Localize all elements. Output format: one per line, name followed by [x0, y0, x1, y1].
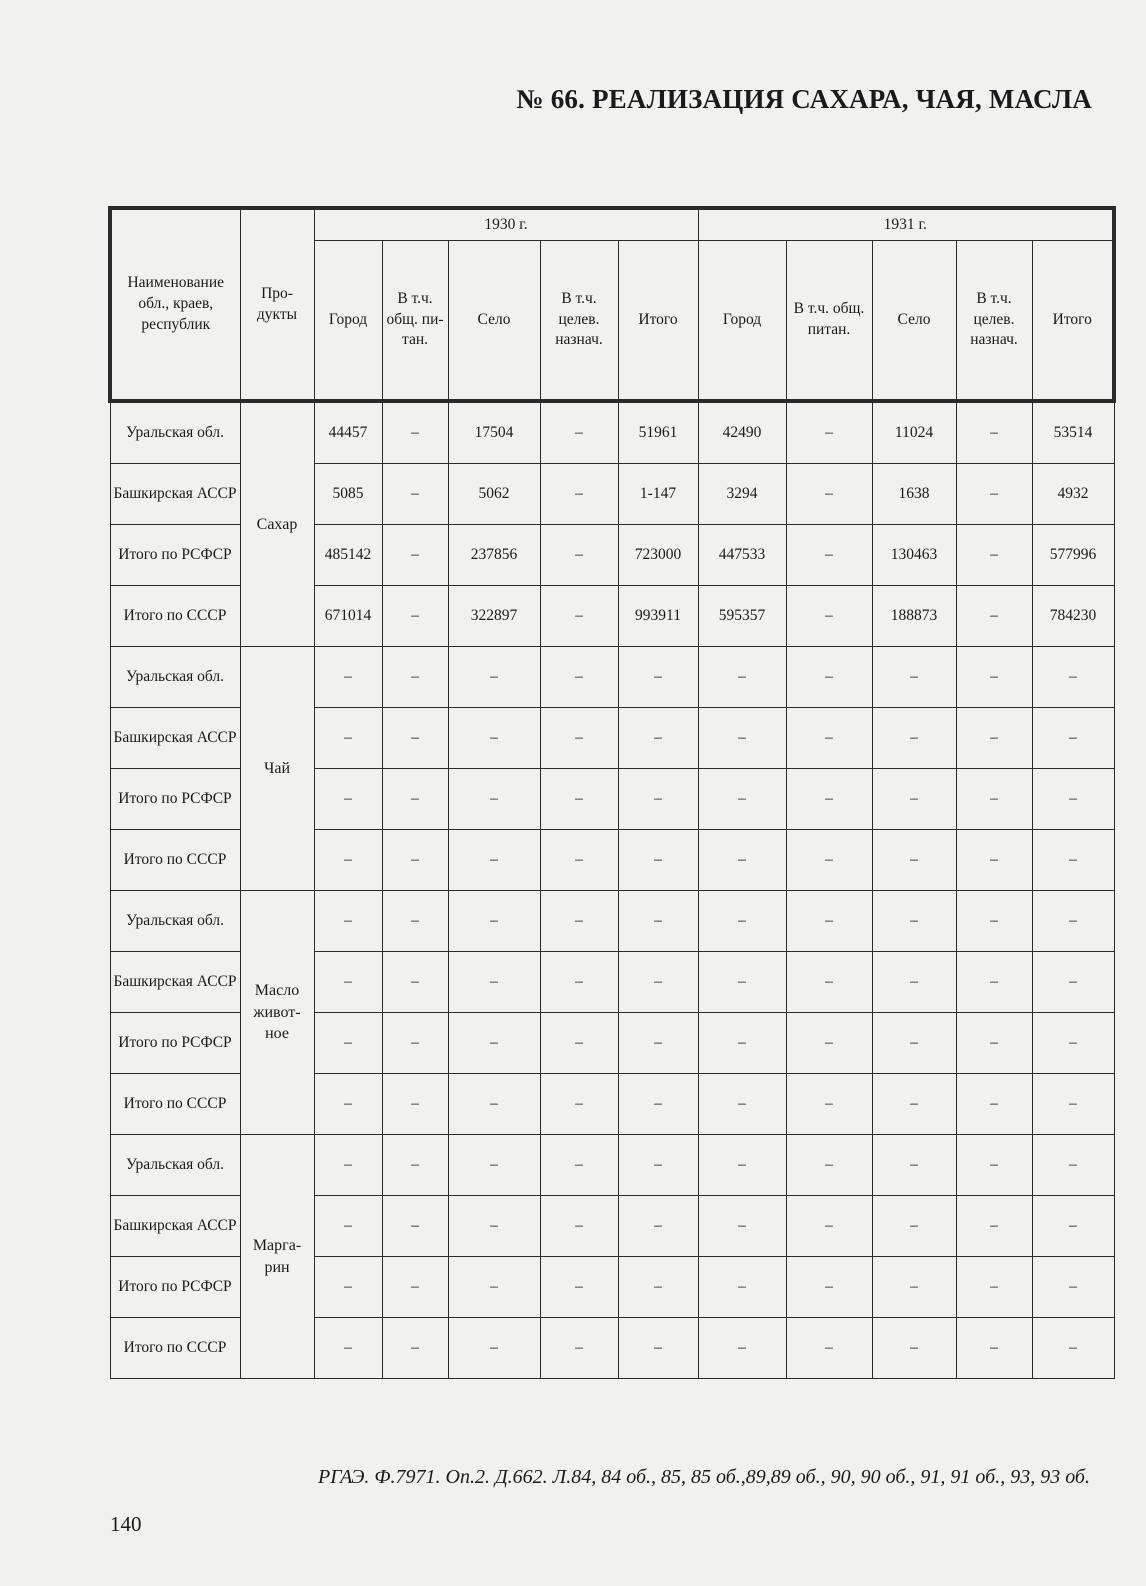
value-cell: – — [872, 1135, 956, 1196]
value-cell: – — [956, 586, 1032, 647]
value-cell: – — [956, 1196, 1032, 1257]
value-cell: – — [618, 1196, 698, 1257]
value-cell: 1638 — [872, 464, 956, 525]
value-cell: – — [872, 1196, 956, 1257]
value-cell: – — [448, 647, 540, 708]
value-cell: – — [382, 1196, 448, 1257]
value-cell: 577996 — [1032, 525, 1114, 586]
value-cell: – — [448, 830, 540, 891]
value-cell: – — [1032, 769, 1114, 830]
value-cell: – — [1032, 952, 1114, 1013]
value-cell: – — [786, 1074, 872, 1135]
value-cell: 993911 — [618, 586, 698, 647]
value-cell: – — [956, 525, 1032, 586]
value-cell: – — [314, 708, 382, 769]
value-cell: – — [540, 830, 618, 891]
value-cell: – — [448, 769, 540, 830]
value-cell: – — [956, 647, 1032, 708]
table-row — [110, 647, 1114, 708]
product-cell: Чай — [240, 647, 314, 891]
value-cell: – — [448, 1318, 540, 1379]
value-cell: 723000 — [618, 525, 698, 586]
value-cell: – — [956, 830, 1032, 891]
value-cell: – — [540, 769, 618, 830]
region-cell: Башкирская АССР — [110, 1196, 240, 1257]
value-cell: – — [786, 464, 872, 525]
region-cell: Уральская обл. — [110, 401, 240, 464]
value-cell: 1-147 — [618, 464, 698, 525]
value-cell: – — [540, 1196, 618, 1257]
value-cell: – — [956, 891, 1032, 952]
value-cell: – — [540, 708, 618, 769]
value-cell: – — [1032, 891, 1114, 952]
value-cell: 485142 — [314, 525, 382, 586]
value-cell: – — [872, 708, 956, 769]
value-cell: – — [956, 1013, 1032, 1074]
region-cell: Итого по РСФСР — [110, 1257, 240, 1318]
header-col-1930-4: Итого — [618, 241, 698, 402]
value-cell: – — [698, 1318, 786, 1379]
value-cell: – — [618, 1074, 698, 1135]
value-cell: – — [448, 1257, 540, 1318]
value-cell: – — [698, 1074, 786, 1135]
value-cell: – — [448, 1135, 540, 1196]
region-cell: Башкирская АССР — [110, 952, 240, 1013]
value-cell: – — [448, 1013, 540, 1074]
value-cell: 51961 — [618, 401, 698, 464]
value-cell: – — [698, 708, 786, 769]
value-cell: – — [786, 401, 872, 464]
value-cell: – — [872, 891, 956, 952]
header-col-1931-3: В т.ч. целев. назнач. — [956, 241, 1032, 402]
value-cell: – — [872, 647, 956, 708]
value-cell: – — [448, 1196, 540, 1257]
value-cell: – — [382, 464, 448, 525]
value-cell: – — [872, 769, 956, 830]
value-cell: – — [1032, 1013, 1114, 1074]
value-cell: 237856 — [448, 525, 540, 586]
value-cell: – — [314, 830, 382, 891]
value-cell: 595357 — [698, 586, 786, 647]
value-cell: – — [618, 1013, 698, 1074]
value-cell: – — [382, 401, 448, 464]
value-cell: – — [618, 769, 698, 830]
value-cell: 130463 — [872, 525, 956, 586]
value-cell: – — [618, 1257, 698, 1318]
value-cell: – — [1032, 1318, 1114, 1379]
value-cell: – — [314, 891, 382, 952]
value-cell: – — [698, 1135, 786, 1196]
value-cell: – — [540, 586, 618, 647]
value-cell: – — [618, 830, 698, 891]
value-cell: 322897 — [448, 586, 540, 647]
value-cell: – — [382, 952, 448, 1013]
value-cell: – — [540, 1318, 618, 1379]
region-cell: Итого по РСФСР — [110, 525, 240, 586]
table-row — [110, 1135, 1114, 1196]
value-cell: – — [314, 1257, 382, 1318]
value-cell: – — [314, 1013, 382, 1074]
value-cell: – — [786, 891, 872, 952]
value-cell: – — [786, 525, 872, 586]
value-cell: – — [448, 1074, 540, 1135]
region-cell: Итого по СССР — [110, 830, 240, 891]
value-cell: 44457 — [314, 401, 382, 464]
header-col-1931-1: В т.ч. общ. питан. — [786, 241, 872, 402]
value-cell: – — [956, 1257, 1032, 1318]
value-cell: – — [382, 708, 448, 769]
value-cell: – — [314, 1135, 382, 1196]
value-cell: – — [786, 1318, 872, 1379]
value-cell: – — [872, 1074, 956, 1135]
header-region: Наименование обл., краев, республик — [110, 208, 240, 401]
table-header — [110, 208, 1114, 401]
value-cell: – — [448, 708, 540, 769]
value-cell: – — [956, 401, 1032, 464]
value-cell: – — [872, 1013, 956, 1074]
value-cell: – — [540, 464, 618, 525]
region-cell: Итого по СССР — [110, 1318, 240, 1379]
value-cell: – — [618, 891, 698, 952]
value-cell: – — [540, 525, 618, 586]
value-cell: – — [1032, 647, 1114, 708]
value-cell: – — [786, 830, 872, 891]
value-cell: – — [872, 1318, 956, 1379]
value-cell: – — [314, 647, 382, 708]
value-cell: – — [540, 401, 618, 464]
value-cell: – — [786, 647, 872, 708]
value-cell: – — [1032, 1257, 1114, 1318]
value-cell: – — [872, 952, 956, 1013]
value-cell: – — [314, 1196, 382, 1257]
header-year-1930: 1930 г. — [314, 208, 698, 241]
value-cell: – — [698, 1013, 786, 1074]
value-cell: – — [540, 1074, 618, 1135]
value-cell: – — [698, 769, 786, 830]
region-cell: Итого по СССР — [110, 586, 240, 647]
value-cell: – — [1032, 708, 1114, 769]
value-cell: – — [618, 1318, 698, 1379]
value-cell: – — [956, 1135, 1032, 1196]
value-cell: – — [314, 769, 382, 830]
value-cell: – — [956, 708, 1032, 769]
page-title: № 66. РЕАЛИЗАЦИЯ САХАРА, ЧАЯ, МАСЛА — [516, 84, 1092, 114]
value-cell: – — [314, 1318, 382, 1379]
header-col-1930-2: Село — [448, 241, 540, 402]
value-cell: – — [698, 891, 786, 952]
value-cell: – — [382, 1013, 448, 1074]
region-cell: Итого по РСФСР — [110, 769, 240, 830]
header-col-1930-3: В т.ч. целев. назнач. — [540, 241, 618, 402]
region-cell: Уральская обл. — [110, 647, 240, 708]
value-cell: 671014 — [314, 586, 382, 647]
value-cell: – — [382, 1135, 448, 1196]
header-products: Про-дукты — [240, 208, 314, 401]
value-cell: – — [786, 586, 872, 647]
value-cell: – — [540, 1013, 618, 1074]
value-cell: – — [698, 830, 786, 891]
value-cell: – — [698, 647, 786, 708]
value-cell: – — [382, 1074, 448, 1135]
value-cell: 53514 — [1032, 401, 1114, 464]
region-cell: Уральская обл. — [110, 891, 240, 952]
value-cell: – — [540, 1257, 618, 1318]
region-cell: Итого по РСФСР — [110, 1013, 240, 1074]
page-number: 140 — [110, 1512, 142, 1536]
value-cell: – — [956, 1074, 1032, 1135]
product-cell: Сахар — [240, 401, 314, 647]
value-cell: – — [956, 464, 1032, 525]
value-cell: 3294 — [698, 464, 786, 525]
region-cell: Башкирская АССР — [110, 708, 240, 769]
value-cell: – — [618, 647, 698, 708]
value-cell: – — [786, 769, 872, 830]
value-cell: – — [382, 1257, 448, 1318]
value-cell: – — [314, 952, 382, 1013]
value-cell: – — [540, 647, 618, 708]
value-cell: 11024 — [872, 401, 956, 464]
value-cell: – — [382, 830, 448, 891]
value-cell: – — [956, 952, 1032, 1013]
value-cell: – — [872, 1257, 956, 1318]
header-col-1931-0: Город — [698, 241, 786, 402]
value-cell: – — [314, 1074, 382, 1135]
value-cell: – — [448, 891, 540, 952]
value-cell: – — [872, 830, 956, 891]
region-cell: Башкирская АССР — [110, 464, 240, 525]
header-col-1930-1: В т.ч. общ. пи-тан. — [382, 241, 448, 402]
value-cell: – — [618, 952, 698, 1013]
value-cell: – — [786, 708, 872, 769]
sales-table — [108, 206, 1116, 1379]
value-cell: 42490 — [698, 401, 786, 464]
region-cell: Итого по СССР — [110, 1074, 240, 1135]
value-cell: – — [786, 1135, 872, 1196]
value-cell: – — [382, 586, 448, 647]
value-cell: – — [698, 1257, 786, 1318]
value-cell: – — [786, 1013, 872, 1074]
value-cell: – — [382, 1318, 448, 1379]
value-cell: 188873 — [872, 586, 956, 647]
value-cell: – — [382, 525, 448, 586]
value-cell: – — [956, 1318, 1032, 1379]
value-cell: – — [382, 891, 448, 952]
source-citation: РГАЭ. Ф.7971. Оп.2. Д.662. Л.84, 84 об., 85, 85 об.,89,89 об., 90, 90 об., 91, 91 об., 93, 93 об. — [318, 1466, 1090, 1488]
value-cell: – — [786, 1196, 872, 1257]
header-col-1930-0: Город — [314, 241, 382, 402]
value-cell: – — [1032, 830, 1114, 891]
value-cell: – — [618, 1135, 698, 1196]
table-row — [110, 401, 1114, 464]
value-cell: – — [1032, 1135, 1114, 1196]
value-cell: – — [956, 769, 1032, 830]
value-cell: – — [786, 952, 872, 1013]
header-col-1931-4: Итого — [1032, 241, 1114, 402]
product-cell: Масло живот-ное — [240, 891, 314, 1135]
header-year-1931: 1931 г. — [698, 208, 1114, 241]
value-cell: – — [618, 708, 698, 769]
value-cell: – — [540, 891, 618, 952]
value-cell: – — [1032, 1196, 1114, 1257]
value-cell: 447533 — [698, 525, 786, 586]
value-cell: 4932 — [1032, 464, 1114, 525]
region-cell: Уральская обл. — [110, 1135, 240, 1196]
value-cell: – — [382, 769, 448, 830]
value-cell: 784230 — [1032, 586, 1114, 647]
product-cell: Марга-рин — [240, 1135, 314, 1379]
table-row — [110, 891, 1114, 952]
value-cell: 5062 — [448, 464, 540, 525]
value-cell: – — [786, 1257, 872, 1318]
value-cell: – — [698, 952, 786, 1013]
sales-table-container — [108, 206, 1112, 1379]
value-cell: – — [540, 1135, 618, 1196]
header-col-1931-2: Село — [872, 241, 956, 402]
value-cell: – — [698, 1196, 786, 1257]
value-cell: 5085 — [314, 464, 382, 525]
value-cell: – — [1032, 1074, 1114, 1135]
table-body — [110, 401, 1114, 1379]
value-cell: – — [382, 647, 448, 708]
value-cell: – — [448, 952, 540, 1013]
value-cell: 17504 — [448, 401, 540, 464]
value-cell: – — [540, 952, 618, 1013]
